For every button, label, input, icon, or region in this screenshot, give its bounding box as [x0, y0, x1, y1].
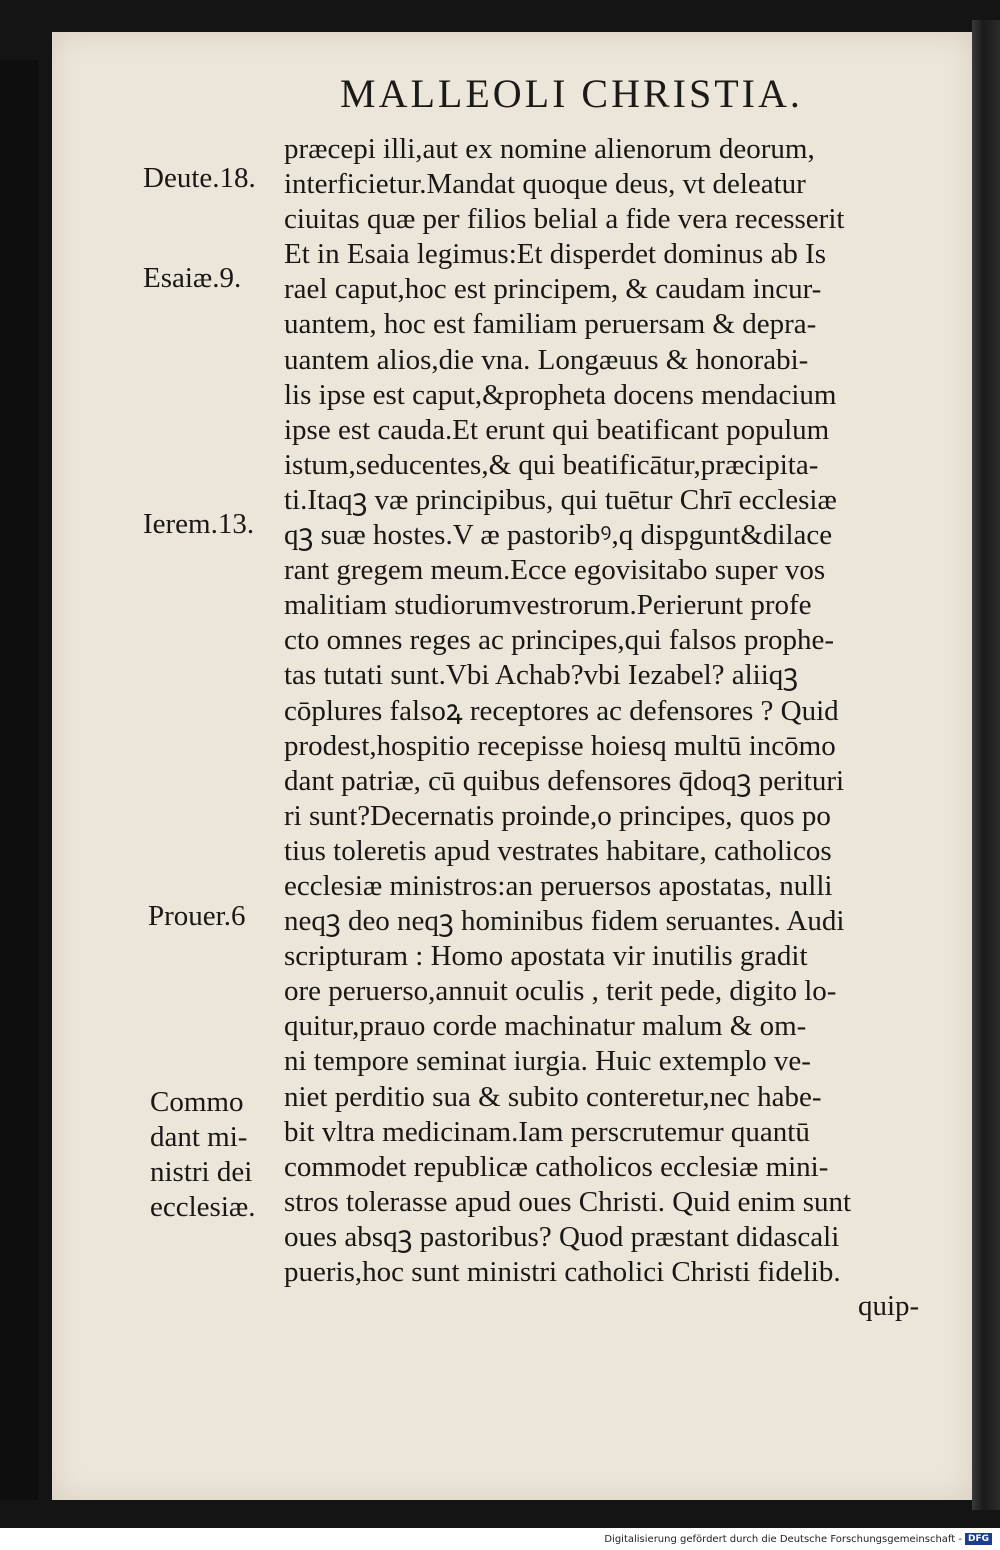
margin-note-line: ecclesiæ. — [150, 1191, 256, 1223]
text-line: tas tutati sunt.Vbi Achab?vbi Iezabel? aliiqꝫ — [284, 659, 799, 692]
margin-note-line: dant mi- — [150, 1121, 248, 1153]
catchword: quip- — [858, 1290, 920, 1322]
text-line: præcepi illi,aut ex nomine alienorum deorum, — [284, 133, 815, 165]
text-line: uantem alios,die vna. Longæuus & honorabi- — [284, 343, 809, 376]
margin-note-line: Commo — [150, 1086, 244, 1118]
text-line: ni tempore seminat iurgia. Huic extemplo ve- — [284, 1045, 811, 1078]
running-title: MALLEOLI CHRISTIA. — [340, 71, 803, 116]
text-line: prodest,hospitio recepisse hoiesq multū incōmo — [284, 729, 836, 762]
text-line: commodet republicæ catholicos ecclesiæ mini- — [284, 1150, 829, 1183]
text-line: Et in Esaia legimus:Et disperdet dominus ab Is — [284, 238, 827, 271]
text-line: stros tolerasse apud oues Christi. Quid enim sunt — [284, 1185, 852, 1218]
text-line: ri sunt?Decernatis proinde,o principes, quos po — [284, 799, 831, 832]
text-line: uantem, hoc est familiam peruersam & depra- — [284, 308, 817, 341]
text-line: ipse est cauda.Et erunt qui beatificant populum — [284, 413, 830, 446]
book-edge — [972, 20, 1000, 1510]
margin-note-commodant — [150, 1085, 280, 1225]
text-line: qꝫ suæ hostes.V æ pastoribꝰ,q dispgunt&dilace — [284, 519, 833, 552]
margin-note-ierem: Ierem.13. — [143, 508, 255, 540]
text-line: quitur,prauo corde machinatur malum & om- — [284, 1010, 807, 1043]
text-line: oues absqꝫ pastoribus? Quod præstant didascali — [284, 1220, 840, 1253]
text-line: cōplures falsoꝝ receptores ac defensores ? Quid — [284, 694, 839, 727]
text-line: istum,seducentes,& qui beatificātur,præcipita- — [284, 448, 819, 481]
footer-text: Digitalisierung gefördert durch die Deutsche Forschungsgemeinschaft - — [604, 1533, 962, 1545]
text-line: scripturam : Homo apostata vir inutilis gradit — [284, 940, 808, 973]
margin-note-line: nistri dei — [150, 1156, 253, 1188]
text-line: malitiam studiorumvestrorum.Perierunt profe — [284, 589, 812, 622]
margin-note-esai: Esaiæ.9. — [143, 262, 242, 294]
dfg-logo: DFG — [965, 1533, 992, 1545]
text-line: rael caput,hoc est principem, & caudam incur- — [284, 273, 822, 306]
text-line: interficietur.Mandat quoque deus, vt deleatur — [284, 168, 806, 201]
margin-note-prouer: Prouer.6 — [148, 900, 246, 932]
margin-note-deut: Deute.18. — [143, 162, 256, 194]
text-line: bit vltra medicinam.Iam perscrutemur quantū — [284, 1115, 810, 1148]
text-line: tius toleretis apud vestrates habitare, catholicos — [284, 834, 832, 867]
text-line: rant gregem meum.Ecce egovisitabo super vos — [284, 554, 826, 587]
text-line: ti.Itaqꝫ væ principibus, qui tuētur Chrī ecclesiæ — [284, 483, 837, 516]
footer-credit — [604, 1533, 992, 1545]
text-line: ore peruerso,annuit oculis , terit pede, digito lo- — [284, 975, 837, 1008]
body-text — [284, 132, 944, 1290]
text-line: cto omnes reges ac principes,qui falsos prophe- — [284, 624, 835, 657]
text-line: niet perditio sua & subito conteretur,nec habe- — [284, 1080, 822, 1113]
text-line: pueris,hoc sunt ministri catholici Christi fidelib. — [284, 1256, 841, 1288]
text-line: ecclesiæ ministros:an peruersos apostatas, nulli — [284, 869, 833, 902]
text-line: ciuitas quæ per filios belial a fide vera recesserit — [284, 203, 845, 236]
text-line: dant patriæ, cū quibus defensores q̄doqꝫ perituri — [284, 764, 845, 797]
text-line: neqꝫ deo neqꝫ hominibus fidem seruantes. Audi — [284, 905, 845, 938]
text-line: lis ipse est caput,&propheta docens mendacium — [284, 378, 837, 411]
scan-left-edge — [0, 60, 38, 1500]
